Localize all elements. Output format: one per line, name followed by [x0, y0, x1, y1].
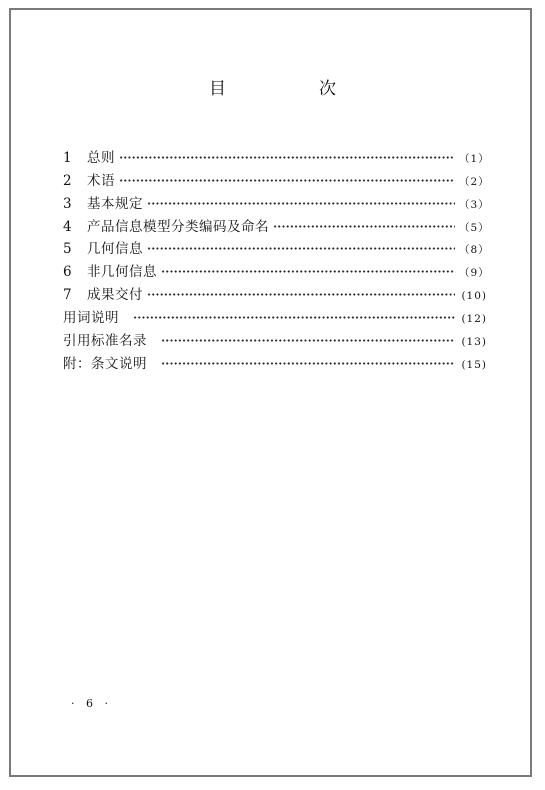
toc-entry-deliverables[interactable] — [63, 283, 487, 306]
page-number: · 6 · — [71, 697, 112, 710]
dot-leader — [161, 362, 455, 365]
toc-entry-page: （1） — [459, 153, 490, 165]
toc-entry-page: (13) — [461, 335, 487, 348]
toc-entry-number: 1 — [63, 150, 72, 166]
toc-entry-page: （9） — [459, 267, 490, 280]
toc-entry-clause-explanation[interactable] — [63, 352, 487, 375]
toc-entry-number: 3 — [63, 195, 72, 212]
dot-leader — [147, 202, 455, 205]
toc-entry-page: （8） — [459, 244, 490, 257]
toc-entry-title: 附：条文说明 — [63, 355, 147, 372]
toc-entry-number: 7 — [63, 287, 72, 304]
dot-leader — [161, 339, 455, 342]
dot-leader — [119, 156, 455, 159]
toc-entry-page: (12) — [461, 312, 487, 325]
dot-leader — [273, 225, 455, 228]
toc-entry-page: (15) — [461, 358, 487, 371]
toc-entry-title: 引用标准名录 — [63, 332, 147, 349]
dot-leader — [147, 247, 455, 250]
dot-leader — [161, 270, 455, 273]
toc-entry-basic-requirements[interactable] — [63, 192, 490, 215]
toc-entry-classification-coding[interactable] — [63, 215, 490, 238]
toc-entry-general[interactable] — [63, 146, 490, 169]
toc-entry-title: 术语 — [87, 172, 115, 189]
toc-entry-title: 用词说明 — [63, 309, 119, 326]
dot-leader — [119, 179, 455, 182]
toc-entry-geometric-info[interactable] — [63, 237, 490, 260]
toc-entry-title: 几何信息 — [87, 241, 143, 258]
toc-entry-terms[interactable] — [63, 169, 490, 192]
toc-entry-page: （2） — [459, 175, 490, 188]
toc-entry-title: 基本规定 — [87, 195, 143, 212]
toc-entry-page: (10) — [461, 290, 487, 303]
toc-entry-title: 成果交付 — [87, 287, 143, 304]
toc-entry-number: 2 — [63, 172, 72, 189]
toc-entry-wording-explanation[interactable] — [63, 306, 487, 329]
page-frame — [9, 8, 532, 777]
toc-entry-referenced-standards[interactable] — [63, 329, 487, 352]
toc-entry-title: 非几何信息 — [87, 264, 157, 281]
toc-entry-page: （3） — [459, 198, 490, 211]
toc-entry-non-geometric-info[interactable] — [63, 260, 490, 283]
page-title: 目 次 — [209, 79, 374, 99]
dot-leader — [147, 293, 455, 296]
toc-entry-title: 总则 — [87, 150, 115, 166]
toc-entry-title: 产品信息模型分类编码及命名 — [87, 218, 269, 235]
toc-entry-number: 4 — [63, 218, 72, 235]
toc-entry-number: 6 — [63, 264, 72, 281]
toc-entry-number: 5 — [63, 241, 72, 258]
toc-entry-page: （5） — [459, 221, 490, 234]
table-of-contents — [63, 146, 490, 374]
dot-leader — [133, 316, 455, 319]
